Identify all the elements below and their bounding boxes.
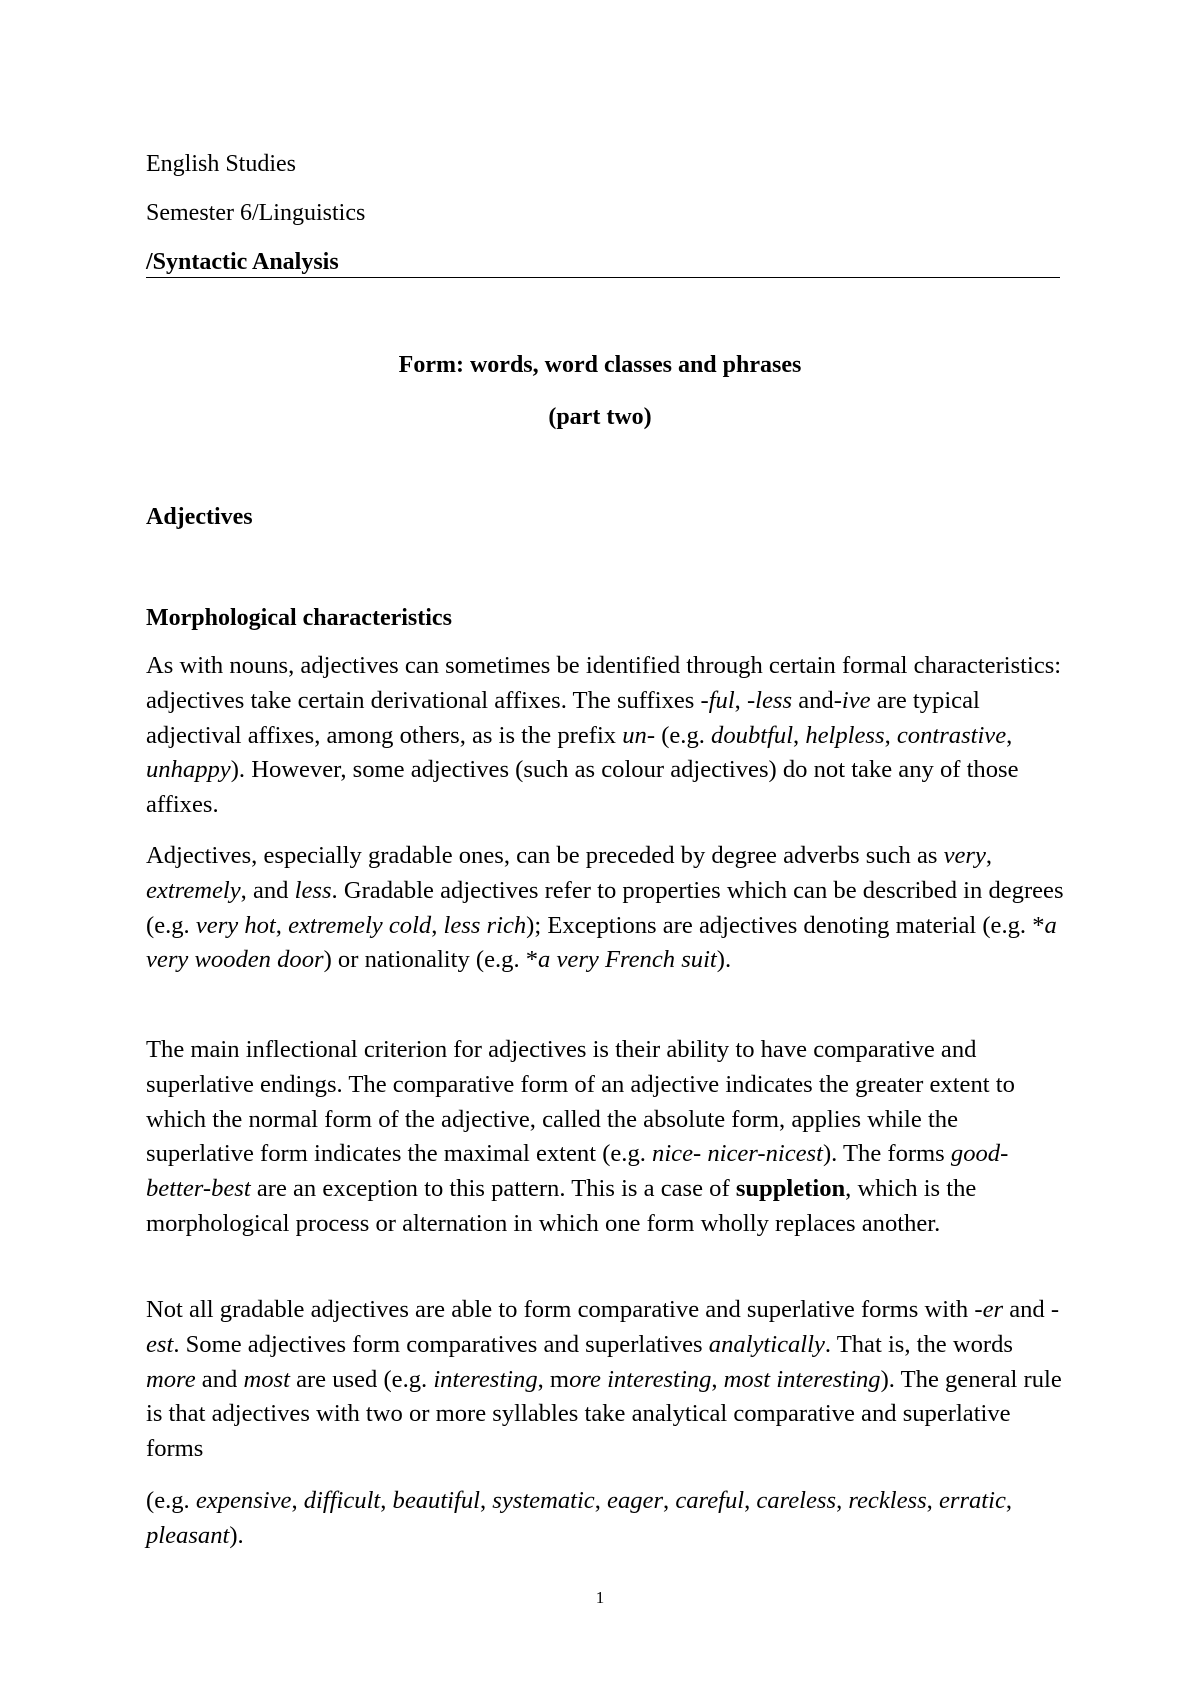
- course-semester: Semester 6/Linguistics: [146, 200, 366, 226]
- document-title: Form: words, word classes and phrases: [398, 352, 802, 378]
- paragraph-4: Not all gradable adjectives are able to form comparative and superlative forms with -er and -est. Some adjectives form comparatives and superlatives analytically. That is, the words more and most are used (e.g. interesting, more interesting, most interesting). The general rule is that adjectives with two or more syllables take analytical comparative and superlative forms: [146, 1296, 1062, 1463]
- course-title: English Studies: [146, 151, 297, 177]
- paragraph-3: The main inflectional criterion for adjectives is their ability to have comparative and superlative endings. The comparative form of an adjective indicates the greater extent to which the normal form of the adjective, called the absolute form, applies while the superlative form indicates the maximal extent (e.g. nice- nicer-nicest). The forms good-better-best are an exception to this pattern. This is a case of suppletion, which is the morphological process or alternation in which one form wholly replaces another.: [146, 1036, 1015, 1237]
- paragraph-1: As with nouns, adjectives can sometimes be identified through certain formal characteristics: adjectives take certain derivational affixes. The suffixes -ful, -less and-ive are typical adjectival affixes, among others, as is the prefix un- (e.g. doubtful, helpless, contrastive, unhappy). However, some adjectives (such as colour adjectives) do not take any of those affixes.: [146, 652, 1062, 819]
- paragraph-2: Adjectives, especially gradable ones, can be preceded by degree adverbs such as very, extremely, and less. Gradable adjectives refer to properties which can be described in degrees (e.g. very hot, extremely cold, less rich); Exceptions are adjectives denoting material (e.g. *a very wooden door) or nationality (e.g. *a very French suit).: [146, 842, 1064, 974]
- document-subtitle: (part two): [548, 404, 652, 430]
- paragraph-5: (e.g. expensive, difficult, beautiful, systematic, eager, careful, careless, reckless, erratic, pleasant).: [146, 1487, 1013, 1549]
- course-module: /Syntactic Analysis: [146, 249, 339, 275]
- section-heading-adjectives: Adjectives: [146, 504, 253, 530]
- section-heading-morphological: Morphological characteristics: [146, 605, 452, 631]
- header-rule: [146, 277, 1060, 278]
- page-number: 1: [595, 1588, 605, 1607]
